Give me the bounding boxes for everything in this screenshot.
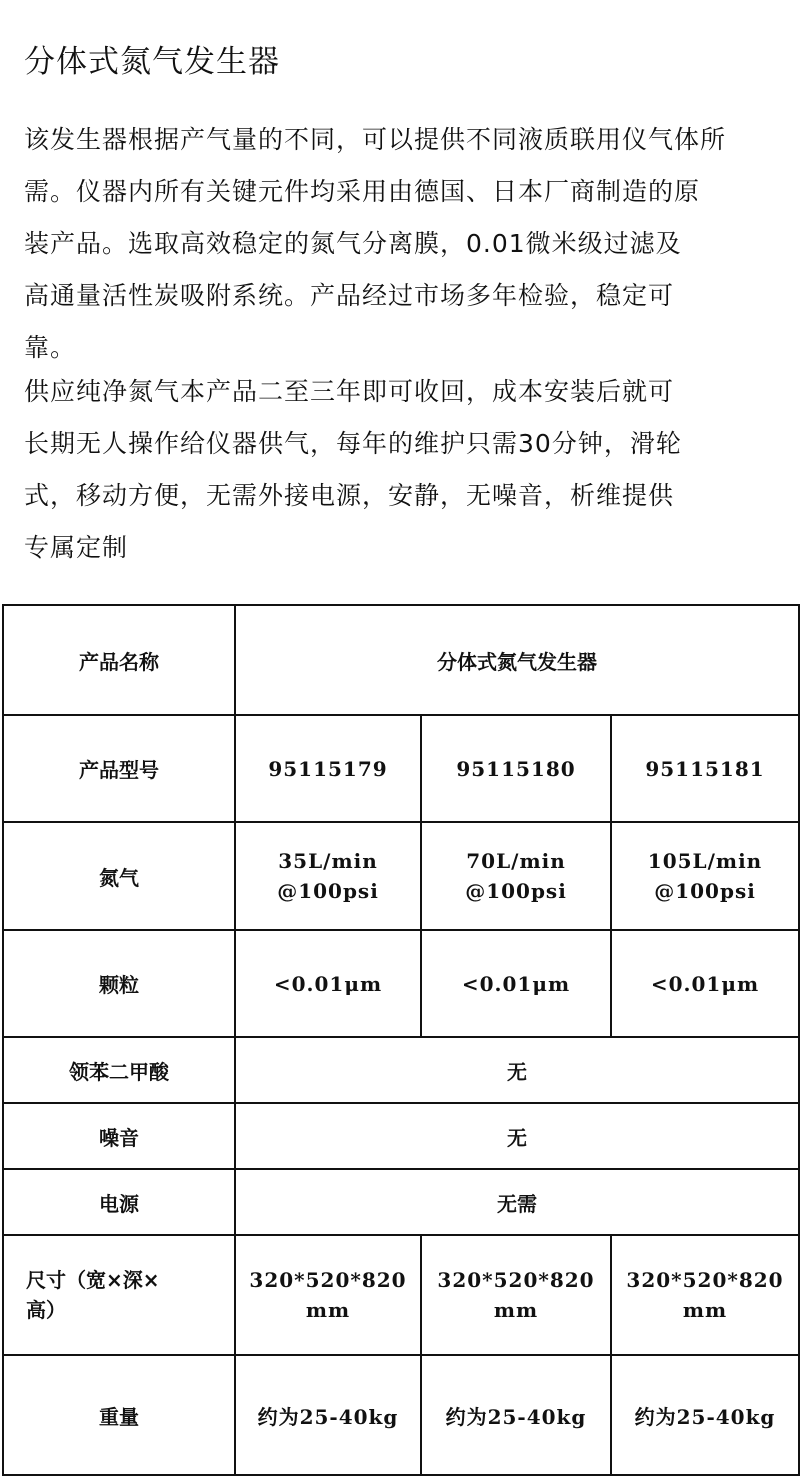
weight-value: 约为25-40kg — [235, 1355, 421, 1475]
flow-rate: 105L/min — [647, 849, 763, 873]
noise-value: 无 — [235, 1103, 799, 1169]
model-value: 95115181 — [611, 715, 799, 822]
weight-value: 约为25-40kg — [611, 1355, 799, 1475]
table-row — [3, 1169, 799, 1235]
description-paragraph-2 — [24, 366, 784, 574]
paragraph-line: 靠。 — [24, 333, 77, 362]
row-label-product-name: 产品名称 — [3, 605, 235, 715]
paragraph-line: 供应纯净氮气本产品二至三年即可收回，成本安装后就可 — [24, 377, 675, 406]
power-value: 无需 — [235, 1169, 799, 1235]
paragraph-line: 需。仪器内所有关键元件均采用由德国、日本厂商制造的原 — [24, 177, 701, 206]
table-row — [3, 1235, 799, 1355]
dimension-unit: mm — [493, 1298, 539, 1322]
particle-value: <0.01μm — [421, 930, 611, 1037]
size-label-line: 尺寸（宽×深× — [26, 1268, 160, 1292]
particle-value: <0.01μm — [611, 930, 799, 1037]
nitrogen-value — [421, 822, 611, 930]
dimensions: 320*520*820 — [626, 1268, 784, 1292]
row-label-power: 电源 — [3, 1169, 235, 1235]
table-row — [3, 822, 799, 930]
flow-rate: 70L/min — [466, 849, 566, 873]
table-row — [3, 1103, 799, 1169]
nitrogen-value — [611, 822, 799, 930]
model-value: 95115180 — [421, 715, 611, 822]
row-label-weight: 重量 — [3, 1355, 235, 1475]
row-label-size — [3, 1235, 235, 1355]
paragraph-line: 装产品。选取高效稳定的氮气分离膜，0.01微米级过滤及 — [24, 229, 682, 258]
paragraph-line: 长期无人操作给仪器供气，每年的维护只需30分钟，滑轮 — [24, 429, 682, 458]
model-value: 95115179 — [235, 715, 421, 822]
row-label-particle: 颗粒 — [3, 930, 235, 1037]
pressure: @100psi — [277, 879, 379, 903]
size-value — [421, 1235, 611, 1355]
table-row — [3, 715, 799, 822]
paragraph-line: 式，移动方便，无需外接电源，安静，无噪音，析维提供 — [24, 481, 675, 510]
pressure: @100psi — [654, 879, 756, 903]
size-label-line: 高） — [26, 1298, 66, 1322]
particle-value: <0.01μm — [235, 930, 421, 1037]
dimensions: 320*520*820 — [249, 1268, 407, 1292]
paragraph-line: 高通量活性炭吸附系统。产品经过市场多年检验，稳定可 — [24, 281, 675, 310]
paragraph-line: 该发生器根据产气量的不同，可以提供不同液质联用仪气体所 — [24, 125, 727, 154]
table-row — [3, 605, 799, 715]
dimensions: 320*520*820 — [437, 1268, 595, 1292]
phthalate-value: 无 — [235, 1037, 799, 1103]
pressure: @100psi — [465, 879, 567, 903]
weight-value: 约为25-40kg — [421, 1355, 611, 1475]
paragraph-line: 专属定制 — [24, 533, 129, 562]
row-label-phthalate: 领苯二甲酸 — [3, 1037, 235, 1103]
row-label-nitrogen: 氮气 — [3, 822, 235, 930]
dimension-unit: mm — [682, 1298, 728, 1322]
table-row — [3, 930, 799, 1037]
nitrogen-value — [235, 822, 421, 930]
dimension-unit: mm — [305, 1298, 351, 1322]
page-title: 分体式氮气发生器 — [24, 44, 280, 80]
row-label-model: 产品型号 — [3, 715, 235, 822]
product-name-value: 分体式氮气发生器 — [235, 605, 799, 715]
flow-rate: 35L/min — [278, 849, 378, 873]
description-paragraph-1 — [24, 114, 784, 374]
table-row — [3, 1355, 799, 1475]
spec-table — [2, 604, 800, 1476]
row-label-noise: 噪音 — [3, 1103, 235, 1169]
size-value — [611, 1235, 799, 1355]
table-row — [3, 1037, 799, 1103]
size-value — [235, 1235, 421, 1355]
